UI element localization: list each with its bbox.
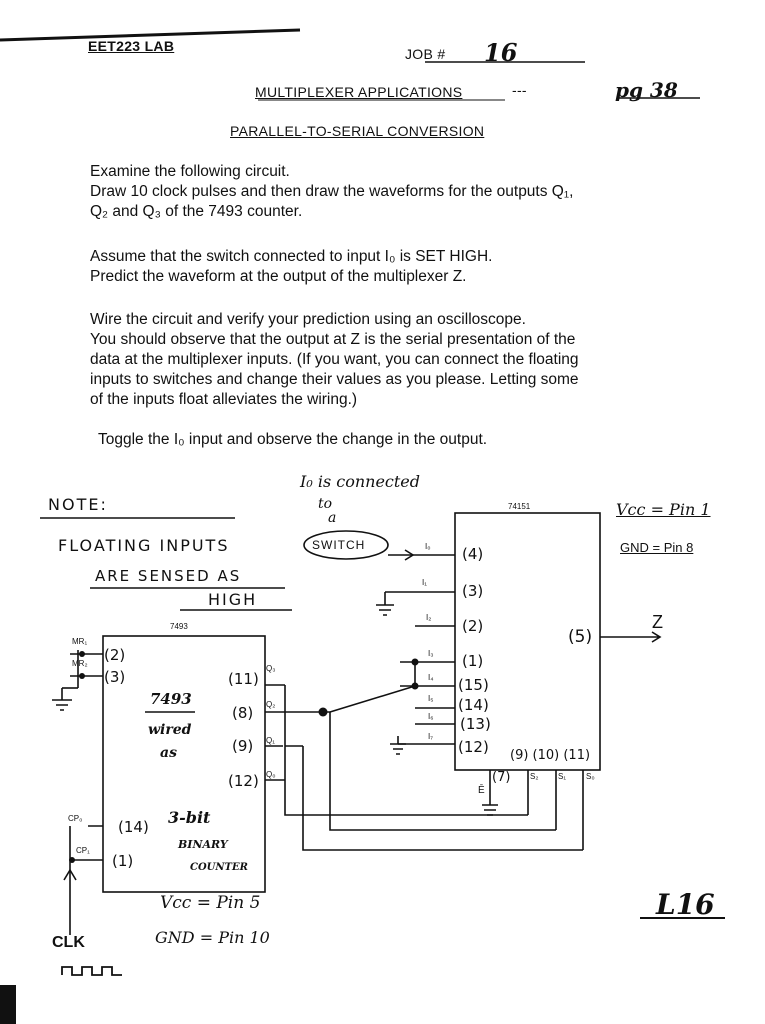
enable-label: Ē [478, 785, 485, 796]
i5-pin: (14) [458, 696, 489, 714]
mr1-pin: (2) [104, 646, 126, 664]
mr2-label: MR₂ [72, 659, 88, 668]
q0-pin: (12) [228, 772, 259, 790]
course-label: EET223 LAB [88, 38, 175, 54]
mux-chip-label: 74151 [508, 502, 531, 511]
note-line-3: HIGH [208, 590, 258, 609]
text-line: You should observe that the output at Z is the serial presentation of the [90, 331, 576, 348]
i4-pin: (15) [458, 676, 489, 694]
text-line: Examine the following circuit. [90, 163, 290, 180]
cp1-pin: (1) [112, 852, 134, 870]
i0-label: I₀ [425, 542, 431, 551]
q1-pin: (9) [232, 737, 254, 755]
i1-pin: (3) [462, 582, 484, 600]
switch-label: SWITCH [312, 538, 366, 552]
i5-label: I₅ [428, 694, 434, 703]
enable-pin: (7) [492, 770, 511, 785]
i1-label: I₁ [422, 578, 427, 587]
cp0-pin: (14) [118, 818, 149, 836]
i4-label: I₄ [428, 673, 434, 682]
switch-note-line-1: I₀ is connected [300, 472, 421, 491]
q3-pin: (11) [228, 670, 259, 688]
counter-mode-line-2: BINARY [178, 838, 228, 851]
i2-label: I₂ [426, 613, 432, 622]
mux-vcc-note: Vcc = Pin 1 [616, 500, 711, 519]
instruction-paragraph-4: Toggle the I₀ input and observe the change in the output. [98, 431, 488, 448]
z-output-pin: (5) [568, 627, 593, 647]
header-scribble-line [0, 30, 300, 40]
switch-note-line-3: a [328, 510, 337, 526]
i2-pin: (2) [462, 617, 484, 635]
counter-chip-label: 7493 [170, 622, 188, 631]
select-s1-label: S₁ [558, 772, 567, 781]
note-label: NOTE: [48, 495, 108, 514]
select-s2-label: S₂ [530, 772, 539, 781]
text-line: Assume that the switch connected to input I₀ is SET HIGH. [90, 248, 493, 265]
text-line: Wire the circuit and verify your prediction using an oscilloscope. [90, 311, 526, 328]
note-line-1: FLOATING INPUTS [58, 536, 230, 555]
i3-pin: (1) [462, 652, 484, 670]
i7-label: I₇ [428, 732, 433, 741]
select-pins: (9) (10) (11) [510, 748, 591, 763]
clock-waveform [62, 967, 122, 975]
title-dash: --- [512, 82, 527, 98]
q0-label: Q₀ [266, 770, 276, 779]
mr2-pin: (3) [104, 668, 126, 686]
i3-label: I₃ [428, 649, 434, 658]
text-line: inputs to switches and change their values as you please. Letting some [90, 371, 579, 388]
clock-label: CLK [52, 934, 85, 951]
counter-gnd-note: GND = Pin 10 [155, 928, 270, 947]
counter-mode-line-1: 3-bit [168, 808, 211, 827]
select-s0-label: S₀ [586, 772, 595, 781]
cp0-label: CP₀ [68, 814, 83, 823]
note-line-2: ARE SENSED AS [95, 567, 242, 585]
i6-pin: (13) [460, 715, 491, 733]
z-output-label: Z [652, 612, 663, 632]
job-label: JOB # [405, 46, 446, 62]
i0-pin: (4) [462, 545, 484, 563]
mux-gnd-note: GND = Pin 8 [620, 540, 694, 555]
lab-code: L16 [656, 888, 715, 921]
job-number: 16 [484, 38, 518, 67]
i6-label: I₆ [428, 712, 434, 721]
page-subtitle: PARALLEL-TO-SERIAL CONVERSION [230, 123, 485, 139]
page-title: MULTIPLEXER APPLICATIONS [255, 84, 463, 100]
q2-label: Q₂ [266, 700, 276, 709]
counter-wired-line-1: 7493 [150, 690, 192, 708]
i7-pin: (12) [458, 738, 489, 756]
text-line: Draw 10 clock pulses and then draw the waveforms for the outputs Q₁, [90, 183, 574, 200]
cp1-label: CP₁ [76, 846, 90, 855]
q2-pin: (8) [232, 704, 254, 722]
page-reference: pg 38 [615, 78, 678, 102]
counter-vcc-note: Vcc = Pin 5 [160, 893, 261, 913]
counter-wired-line-3: as [160, 745, 177, 761]
counter-mode-line-3: COUNTER [190, 862, 248, 873]
text-line: data at the multiplexer inputs. (If you want, you can connect the floating [90, 351, 579, 368]
counter-wired-line-2: wired [148, 722, 192, 738]
q3-label: Q₃ [266, 664, 276, 673]
text-line: of the inputs float alleviates the wiring.) [90, 391, 358, 408]
text-line: Q₂ and Q₃ of the 7493 counter. [90, 203, 303, 220]
switch-note-line-2: to [318, 496, 333, 512]
z-output-arrow [600, 632, 660, 642]
text-line: Predict the waveform at the output of the multiplexer Z. [90, 268, 467, 285]
q1-label: Q₁ [266, 736, 275, 745]
mr1-label: MR₁ [72, 637, 88, 646]
